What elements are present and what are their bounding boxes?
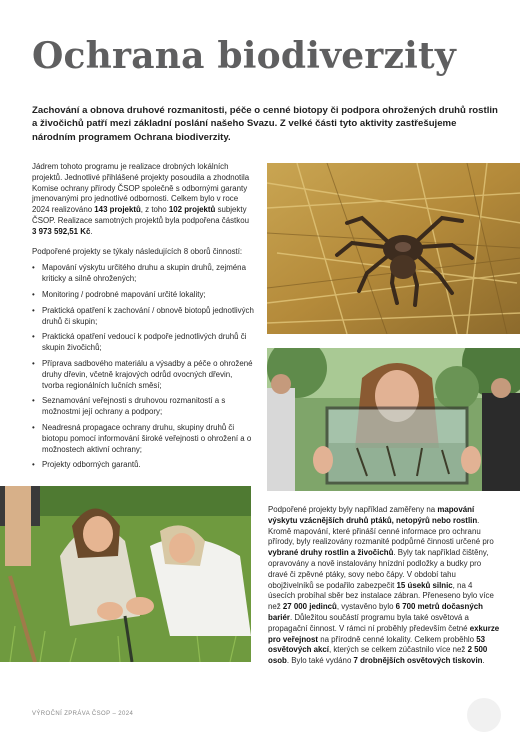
photo-girl-with-aquarium <box>267 348 520 491</box>
photo-spider-in-straw <box>267 163 520 334</box>
page-number-circle <box>467 698 501 732</box>
list-item: • Mapování výskytu určitého druhu a skupin druhů, zejména kriticky a silně ohrožených; <box>32 263 246 284</box>
bullet-icon: • <box>32 263 35 273</box>
list-item: • Monitoring / podrobné mapování určité lokality; <box>32 289 206 299</box>
bullet-icon: • <box>32 289 35 299</box>
list-item: • Seznamování veřejnosti s druhovou rozmanitostí a s možnostmi její ochrany a podpory; <box>32 396 226 417</box>
left-column <box>32 162 254 476</box>
girl-photo-illustration <box>267 348 520 491</box>
intro-paragraph: Jádrem tohoto programu je realizace drobných lokálních projektů. Jednotlivé přihlášené projekty posoudila a zhodnotila Komise ochrany přírody ČSOP společně s odbornými garanty jmenovanými pro jednotlivé odbornosti. Celkem bylo v roce 2024 realizováno 143 projektů, z toho 102 projektů subjekty ČSOP. Realizace samotných projektů byla podpořena částkou 3 973 592,51 Kč. <box>32 162 250 236</box>
lead-paragraph: Zachování a obnova druhové rozmanitosti, péče o cenné biotopy či podpora ohrožených druhů rostlin a živočichů patří mezi základní poslání našeho Svazu. Z velké části tyto aktivity zastřešujeme národním programem Ochrana biodiverzity. <box>32 105 498 143</box>
bullet-icon: • <box>32 460 35 470</box>
right-column-text <box>268 505 500 667</box>
photo-volunteers-in-meadow <box>0 486 251 662</box>
bullet-icon: • <box>32 305 35 315</box>
bullet-icon: • <box>32 358 35 368</box>
page-footer: VÝROČNÍ ZPRÁVA ČSOP – 2024 <box>32 711 134 717</box>
fields-intro: Podpořené projekty se týkaly následujících 8 oborů činností: <box>32 246 243 256</box>
list-item: • Příprava sadbového materiálu a výsadby a péče o ohrožené druhy dřevin, včetně krajových odrůd ovocných dřevin, tvorba regionálních lučních směsí; <box>32 358 253 390</box>
bullet-icon: • <box>32 332 35 342</box>
spider-photo-illustration <box>267 163 520 334</box>
bullet-icon: • <box>32 396 35 406</box>
list-item: • Neadresná propagace ochrany druhu, skupiny druhů či biotopu pomocí informování široké veřejnosti o ohrožení a o možnostech aktivní ochrany; <box>32 422 252 454</box>
meadow-photo-illustration <box>0 486 251 662</box>
list-item: • Praktická opatření vedoucí k podpoře jednotlivých druhů či skupin živočichů; <box>32 332 247 353</box>
bullet-icon: • <box>32 422 35 432</box>
fields-list <box>32 263 254 471</box>
list-item: • Praktická opatření k zachování / obnově biotopů jednotlivých druhů či skupin; <box>32 305 254 326</box>
page-title: Ochrana biodiverzity <box>32 35 456 77</box>
list-item: • Projekty odborných garantů. <box>32 460 141 470</box>
projects-summary-paragraph: Podpořené projekty byly například zaměřeny na mapování výskytu vzácnějších druhů ptáků, netopýrů nebo rostlin. Kromě mapování, které přináší cenné informace pro ochranu přírody, byly realizovány rozmanité podpůrné činnosti určené pro vybrané druhy rostlin a živočichů. Byly tak například čištěny, opravovány a nově instalovány hnízdní podložky a budky pro dravé či zpěvné ptáky, sovy nebo čápy. V období tahu obojživelníků se podařilo zabezpečit 15 úseků silnic, na 4 úsecích probíhal sběr bez instalace zábran. Přeneseno bylo více než 27 000 jedinců, vystavěno bylo 6 700 metrů dočasných bariér. Důležitou součástí programu byla také osvětová a propagační činnost. V rámci ní proběhly především četné exkurze pro veřejnost na přírodně cenné lokality. Celkem proběhlo 53 osvětových akcí, kterých se celkem zúčastnilo více než 2 500 osob. Bylo také vydáno 7 drobnějších osvětových tiskovin. <box>268 505 500 666</box>
